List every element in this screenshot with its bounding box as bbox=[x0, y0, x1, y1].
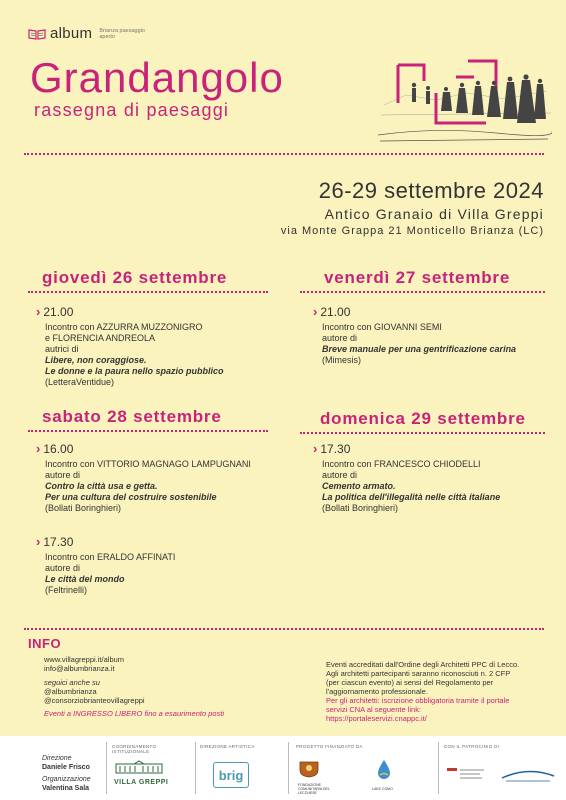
roof-arc-icon bbox=[500, 766, 556, 784]
credit-name: Daniele Frisco bbox=[42, 764, 90, 771]
people-sketch-illustration bbox=[376, 55, 552, 145]
logo-text: brig bbox=[218, 767, 244, 783]
chevron-right-icon: › bbox=[36, 441, 41, 456]
day-title: giovedì 26 settembre bbox=[42, 268, 228, 287]
building-icon bbox=[114, 760, 164, 774]
publisher: (Bollati Boringhieri) bbox=[45, 503, 122, 513]
event-subtitle: rassegna di paesaggi bbox=[34, 100, 230, 120]
logo-text: VILLA GREPPI bbox=[114, 779, 169, 786]
logo-text: FONDAZIONE COMUNITARIA DEL LECCHESE bbox=[298, 783, 330, 795]
fondazione-logo bbox=[298, 760, 328, 795]
divider bbox=[28, 430, 268, 432]
chevron-right-icon: › bbox=[313, 441, 318, 456]
divider bbox=[300, 291, 545, 293]
event-time: 17.30 bbox=[320, 442, 351, 456]
day-title: venerdì 27 settembre bbox=[324, 268, 511, 287]
book-title: La politica dell'illegalità nelle città italiane bbox=[322, 492, 501, 502]
event-item bbox=[36, 442, 296, 514]
event-item bbox=[36, 535, 286, 596]
chevron-right-icon: › bbox=[313, 304, 318, 319]
credit-name: Valentina Sala bbox=[42, 785, 90, 792]
lake-como-logo bbox=[372, 758, 412, 791]
logo-text: LAKE COMO bbox=[372, 787, 393, 791]
free-entry-note: Eventi a INGRESSO LIBERO fino a esaurimento posti bbox=[44, 709, 225, 718]
event-item bbox=[313, 305, 553, 366]
crest-icon bbox=[298, 760, 320, 778]
event-address: via Monte Grappa 21 Monticello Brianza (LC) bbox=[280, 225, 544, 237]
separator bbox=[288, 742, 289, 794]
event-line: Incontro con ERALDO AFFINATI bbox=[45, 552, 176, 562]
logo-tagline: Brianza paesaggio aperto bbox=[99, 27, 145, 40]
event-item bbox=[313, 442, 558, 514]
event-item bbox=[36, 305, 286, 388]
event-line: Incontro con VITTORIO MAGNAGO LAMPUGNANI bbox=[45, 459, 251, 469]
publisher: (Feltrinelli) bbox=[45, 585, 88, 595]
accreditation-line: Per gli architetti: iscrizione obbligatoria tramite il portale bbox=[326, 696, 510, 705]
social-handle[interactable]: @consorziobrianteovillagreppi bbox=[44, 696, 145, 705]
book-title: Libere, non coraggiose. bbox=[45, 355, 147, 365]
chevron-right-icon: › bbox=[36, 534, 41, 549]
event-line: Incontro con FRANCESCO CHIODELLI bbox=[322, 459, 481, 469]
event-line: autore di bbox=[322, 333, 358, 343]
separator bbox=[438, 742, 439, 794]
event-line: autore di bbox=[45, 470, 81, 480]
album-logo bbox=[28, 25, 159, 42]
chevron-right-icon: › bbox=[36, 304, 41, 319]
accreditation-line: (per ciascun evento) ai sensi del Regolamento per bbox=[326, 678, 494, 687]
accreditation-note bbox=[326, 660, 541, 723]
separator bbox=[106, 742, 107, 794]
social-handle[interactable]: @albumbrianza bbox=[44, 687, 97, 696]
book-title: Cemento armato. bbox=[322, 481, 396, 491]
event-line: Incontro con GIOVANNI SEMI bbox=[322, 322, 442, 332]
water-drop-icon bbox=[372, 758, 396, 782]
accreditation-line: servizi CNA al seguente link: bbox=[326, 705, 422, 714]
event-venue: Antico Granaio di Villa Greppi bbox=[324, 206, 544, 222]
event-line: autrici di bbox=[45, 344, 79, 354]
event-time: 16.00 bbox=[43, 442, 74, 456]
sponsor-label: COORDINAMENTO ISTITUZIONALE bbox=[112, 744, 157, 754]
day-title: sabato 28 settembre bbox=[42, 407, 222, 426]
event-dates: 26-29 settembre 2024 bbox=[318, 178, 544, 203]
publisher: (Bollati Boringhieri) bbox=[322, 503, 399, 513]
event-line: autore di bbox=[322, 470, 358, 480]
book-title: Le donne e la paura nello spazio pubblico bbox=[45, 366, 224, 376]
accreditation-line: Eventi accreditati dall'Ordine degli Architetti PPC di Lecco. bbox=[326, 660, 520, 669]
separator bbox=[195, 742, 196, 794]
info-heading: INFO bbox=[28, 636, 62, 651]
sponsors-footer bbox=[0, 736, 566, 800]
book-title: Breve manuale per una gentrificazione carina bbox=[322, 344, 517, 354]
book-title: Contro la città usa e getta. bbox=[45, 481, 158, 491]
sponsor-label: CON IL PATROCINIO DI bbox=[444, 744, 500, 749]
divider bbox=[300, 432, 545, 434]
sponsor-label: DIREZIONE ARTISTICA bbox=[200, 744, 255, 749]
credit-label: Direzione bbox=[42, 755, 72, 762]
email-link[interactable]: info@albumbrianza.it bbox=[44, 664, 115, 673]
website-link[interactable]: www.villagreppi.it/album bbox=[44, 655, 125, 664]
divider bbox=[28, 291, 268, 293]
credit-label: Organizzazione bbox=[42, 776, 91, 783]
book-title: Per una cultura del costruire sostenibile bbox=[45, 492, 217, 502]
credits bbox=[42, 754, 91, 796]
accreditation-line: Agli architetti partecipanti saranno riconosciuti n. 2 CFP bbox=[326, 669, 511, 678]
event-time: 17.30 bbox=[43, 535, 74, 549]
villa-greppi-logo bbox=[114, 760, 168, 786]
partner-emblem-icon bbox=[446, 766, 486, 782]
day-title: domenica 29 settembre bbox=[320, 409, 526, 428]
event-line: e FLORENCIA ANDREOLA bbox=[45, 333, 156, 343]
event-line: Incontro con AZZURRA MUZZONIGRO bbox=[45, 322, 203, 332]
divider bbox=[24, 153, 544, 155]
architects-order-logo bbox=[500, 766, 556, 789]
accreditation-link[interactable]: https://portaleservizi.cnappc.it/ bbox=[326, 714, 427, 723]
accreditation-line: l'aggiornamento professionale. bbox=[326, 687, 428, 696]
partner-logo bbox=[446, 766, 486, 787]
logo-wordmark: album bbox=[50, 25, 93, 42]
divider bbox=[24, 628, 544, 630]
sponsor-label: PROGETTO FINANZIATO DA bbox=[296, 744, 363, 749]
publisher: (LetteraVentidue) bbox=[45, 377, 115, 387]
event-line: autore di bbox=[45, 563, 81, 573]
follow-label: seguici anche su bbox=[44, 678, 100, 687]
info-contacts bbox=[44, 655, 284, 718]
event-time: 21.00 bbox=[320, 305, 351, 319]
event-time: 21.00 bbox=[43, 305, 74, 319]
publisher: (Mimesis) bbox=[322, 355, 361, 365]
brig-logo bbox=[213, 762, 249, 788]
book-title: Le città del mondo bbox=[45, 574, 125, 584]
event-title: Grandangolo bbox=[30, 54, 284, 101]
open-book-icon bbox=[28, 28, 46, 40]
date-venue-block bbox=[281, 178, 544, 237]
